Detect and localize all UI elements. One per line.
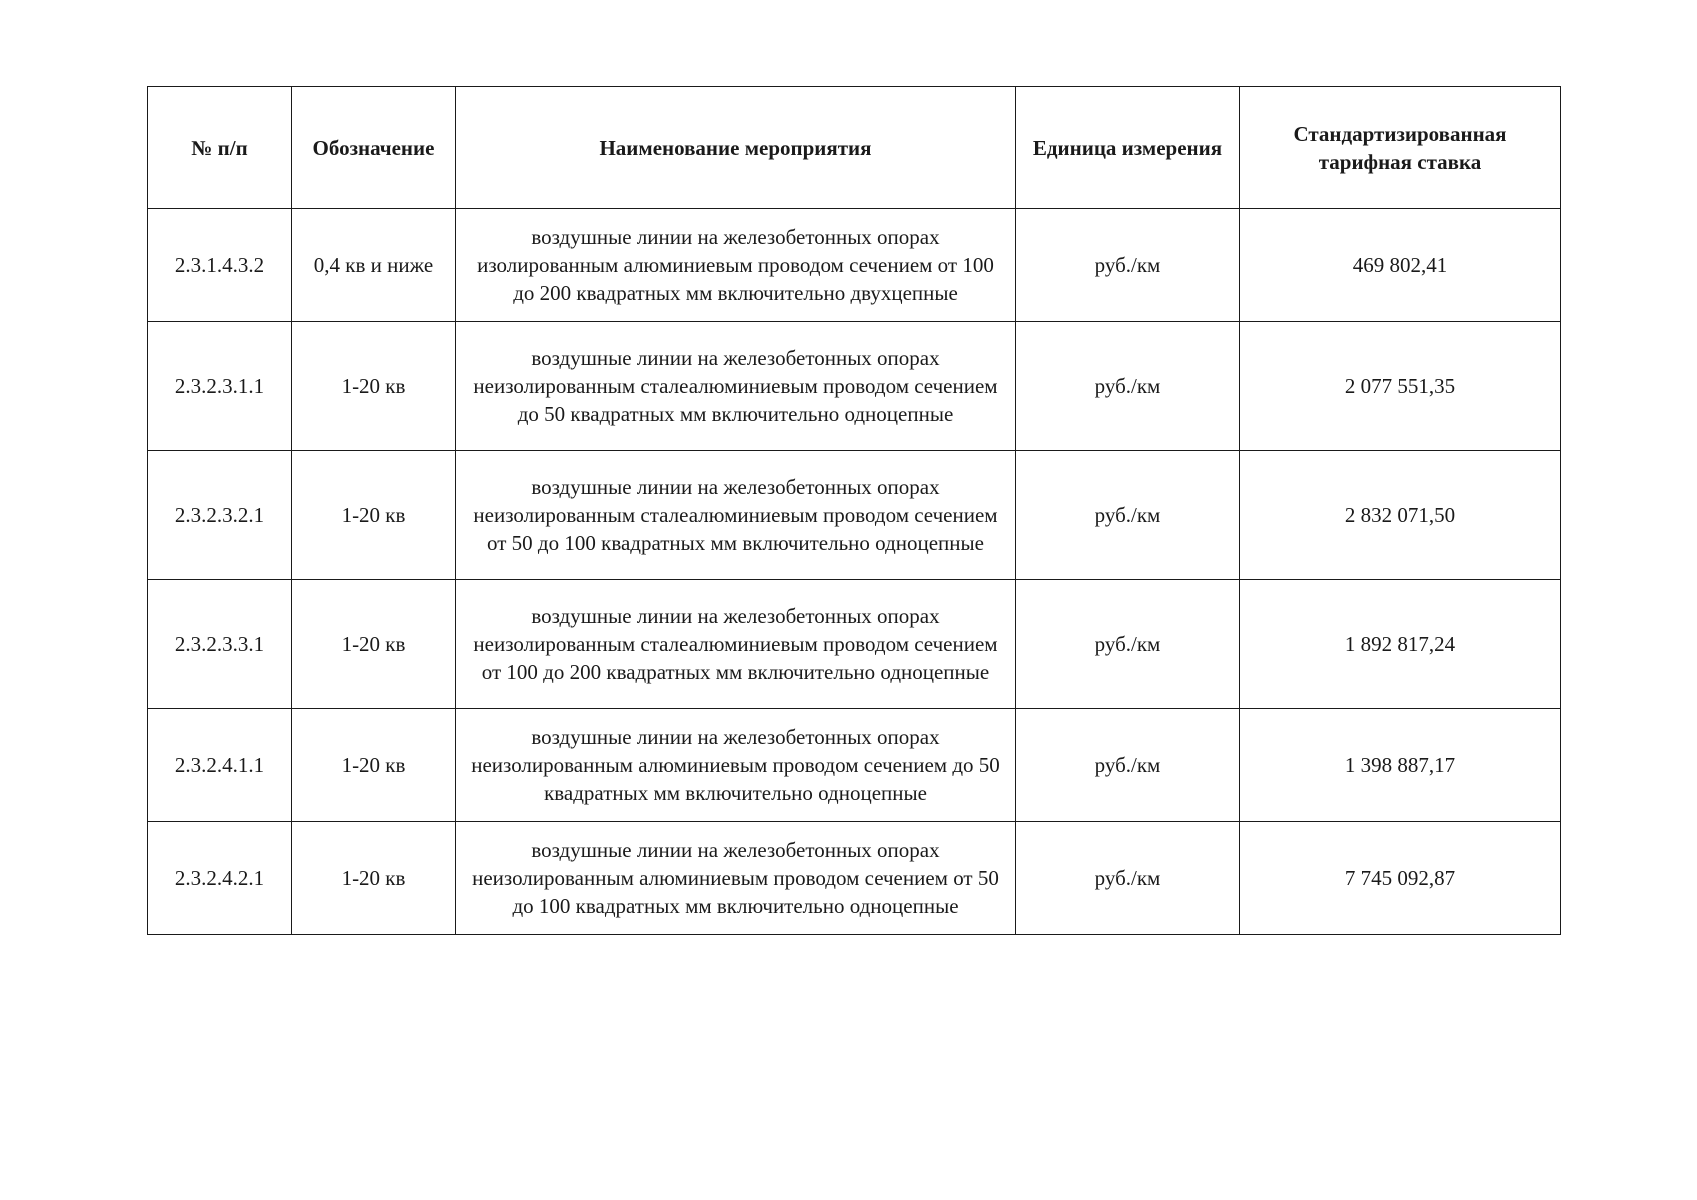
cell-number: 2.3.2.3.2.1 [148,451,292,580]
cell-activity-name: воздушные линии на железобетонных опорах неизолированным сталеалюминиевым проводом сечением от 100 до 200 квадратных мм включительно одноцепные [456,580,1016,709]
cell-activity-name: воздушные линии на железобетонных опорах неизолированным сталеалюминиевым проводом сечением до 50 квадратных мм включительно одноцепные [456,322,1016,451]
table-row [148,451,1561,580]
cell-number: 2.3.2.3.1.1 [148,322,292,451]
cell-designation: 1-20 кв [292,322,456,451]
cell-number: 2.3.2.4.1.1 [148,709,292,822]
cell-activity-name: воздушные линии на железобетонных опорах изолированным алюминиевым проводом сечением от 100 до 200 квадратных мм включительно двухцепные [456,209,1016,322]
cell-activity-name: воздушные линии на железобетонных опорах неизолированным алюминиевым проводом сечением до 50 квадратных мм включительно одноцепные [456,709,1016,822]
cell-unit: руб./км [1016,580,1240,709]
table-row [148,822,1561,935]
table-row [148,209,1561,322]
cell-tariff-rate: 2 832 071,50 [1240,451,1561,580]
cell-designation: 1-20 кв [292,451,456,580]
table-row [148,322,1561,451]
header-number: № п/п [148,87,292,209]
cell-number: 2.3.1.4.3.2 [148,209,292,322]
cell-designation: 0,4 кв и ниже [292,209,456,322]
cell-tariff-rate: 1 892 817,24 [1240,580,1561,709]
cell-activity-name: воздушные линии на железобетонных опорах неизолированным сталеалюминиевым проводом сечением от 50 до 100 квадратных мм включительно одноцепные [456,451,1016,580]
cell-number: 2.3.2.4.2.1 [148,822,292,935]
cell-unit: руб./км [1016,209,1240,322]
header-activity-name: Наименование мероприятия [456,87,1016,209]
cell-designation: 1-20 кв [292,822,456,935]
tariff-table [147,86,1561,935]
cell-unit: руб./км [1016,322,1240,451]
cell-unit: руб./км [1016,822,1240,935]
cell-unit: руб./км [1016,451,1240,580]
cell-tariff-rate: 2 077 551,35 [1240,322,1561,451]
header-designation: Обозначение [292,87,456,209]
cell-number: 2.3.2.3.3.1 [148,580,292,709]
table-row [148,709,1561,822]
header-unit: Единица измерения [1016,87,1240,209]
cell-tariff-rate: 7 745 092,87 [1240,822,1561,935]
cell-activity-name: воздушные линии на железобетонных опорах неизолированным алюминиевым проводом сечением от 50 до 100 квадратных мм включительно одноцепные [456,822,1016,935]
cell-designation: 1-20 кв [292,580,456,709]
table-row [148,580,1561,709]
cell-unit: руб./км [1016,709,1240,822]
cell-tariff-rate: 1 398 887,17 [1240,709,1561,822]
cell-tariff-rate: 469 802,41 [1240,209,1561,322]
cell-designation: 1-20 кв [292,709,456,822]
table-header-row [148,87,1561,209]
header-tariff-rate: Стандартизированная тарифная ставка [1240,87,1561,209]
